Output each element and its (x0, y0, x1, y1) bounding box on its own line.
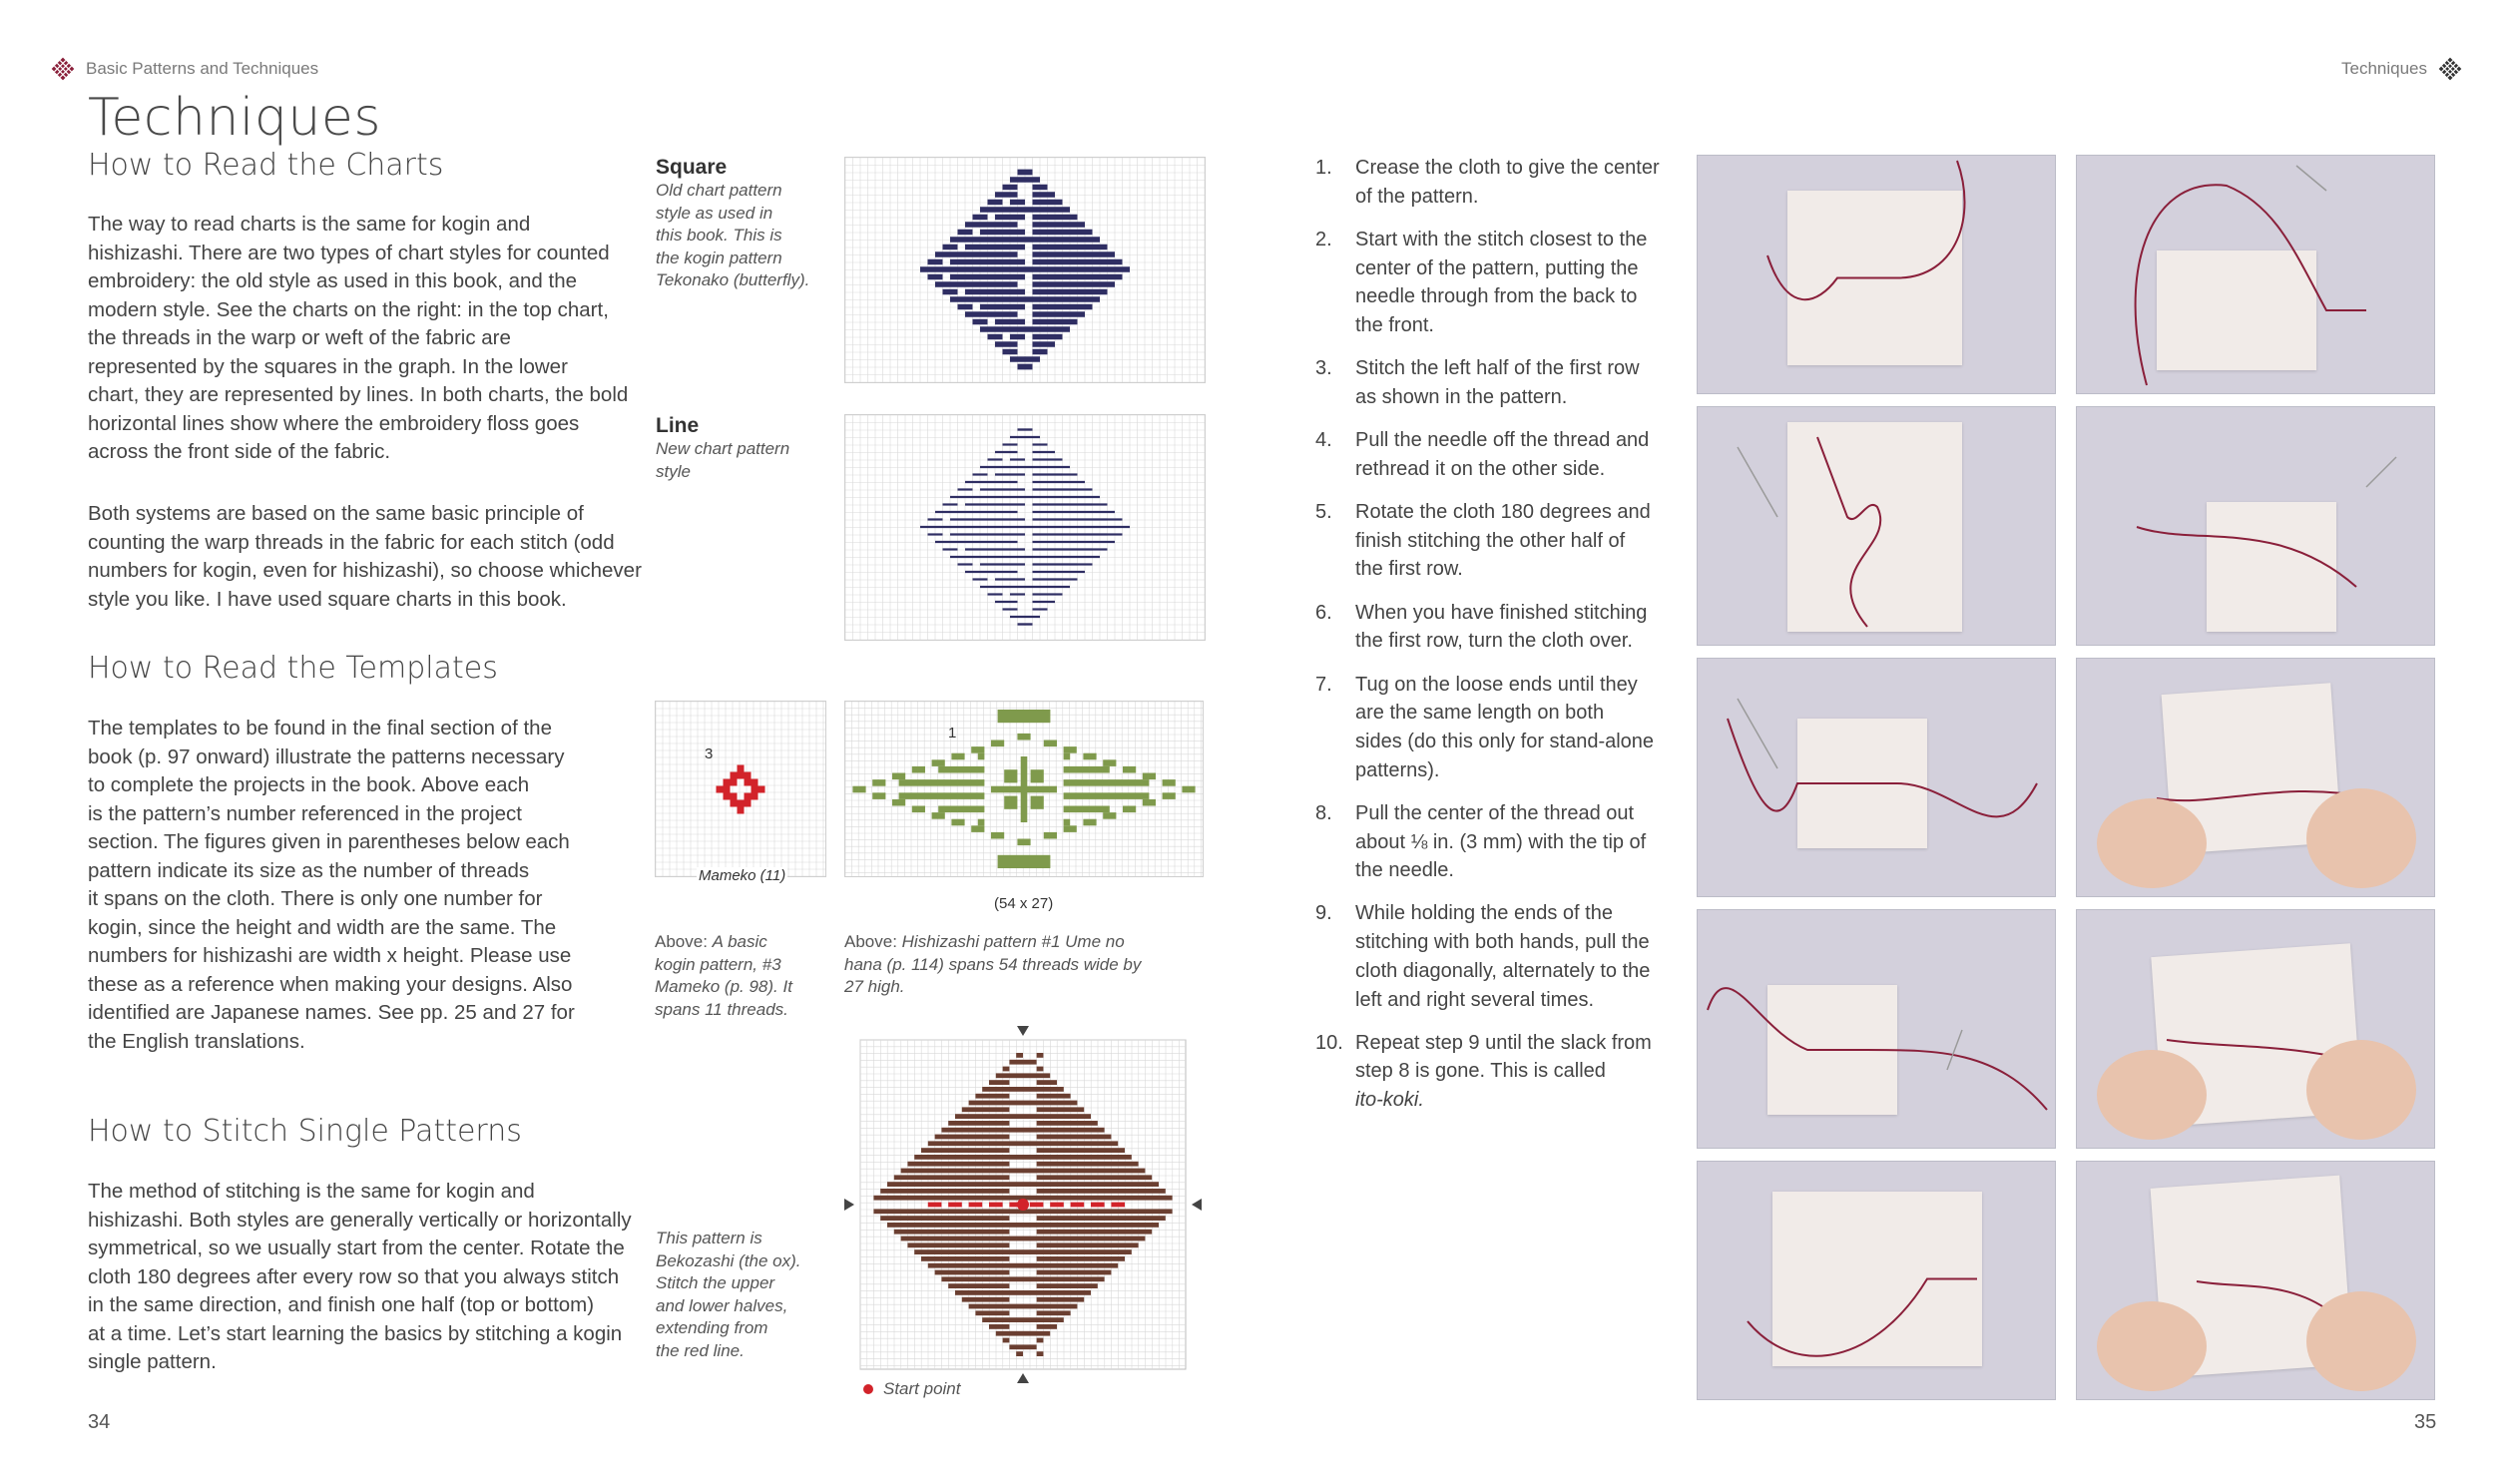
running-header-left: Basic Patterns and Techniques (86, 59, 319, 78)
thread-icon (2077, 910, 2434, 1148)
step-text-line: patterns). (1355, 758, 1440, 781)
step-number: 4. (1315, 429, 1332, 452)
thread-icon (1698, 156, 2055, 393)
bekozashi-chart (844, 1024, 1206, 1393)
step-item (1315, 899, 1675, 1014)
step-number: 7. (1315, 673, 1332, 696)
thread-icon (2077, 156, 2434, 393)
step-text-line: Rotate the cloth 180 degrees and (1355, 501, 1651, 524)
step-text-line: finish stitching the other half of (1355, 529, 1626, 552)
sashiko-logo-icon (50, 56, 76, 82)
step-text-line: as shown in the pattern. (1355, 385, 1568, 408)
paragraph-single: The method of stitching is the same for kogin and hishizashi. Both styles are generally vertically or horizontally symmetrical, so we usually start from the center. Rotate the cloth 180 degrees after every row so that you always stitch in the same direction, and finish one half (top or bottom) at a time. Let’s start learning the basics by stitching a kogin single pattern. (88, 1180, 632, 1373)
step-text-line: left and right several times. (1355, 988, 1594, 1011)
ume-no-hana-motif (852, 710, 1195, 868)
step-photo (2076, 1161, 2435, 1400)
arrow-bottom-icon (1017, 1373, 1029, 1383)
ume-number: 1 (948, 725, 957, 742)
step-text-line: Repeat step 9 until the slack from (1355, 1031, 1652, 1054)
step-text-line: Pull the center of the thread out (1355, 801, 1635, 824)
start-point-marker (1017, 1199, 1029, 1211)
start-point-legend: Start point (863, 1379, 961, 1399)
heading-stitch-single: How to Stitch Single Patterns (88, 1114, 522, 1149)
header-left (50, 56, 318, 82)
page-number-left: 34 (88, 1411, 111, 1433)
mameko-number: 3 (705, 745, 714, 762)
step-text-line: When you have finished stitching (1355, 601, 1648, 624)
mameko-name: Mameko (11) (699, 867, 786, 884)
step-photo (1697, 1161, 2056, 1400)
arrow-right-icon (1192, 1199, 1202, 1211)
thread-icon (1698, 659, 2055, 896)
paragraph-templates: The templates to be found in the final section of the book (p. 97 onward) illustrate the patterns necessary to complete the projects in the book. Above each is the pattern’s number referenced in the project section. The figures given in parentheses below each pattern indicate its size as the number of threads it spans on the cloth. There is only one number for kogin, since the height and width are the same. The numbers for hishizashi are width x height. Please use these as a reference when making your designs. Also identified are Japanese names. See pp. 25 and 27 for the English translations. (88, 717, 575, 1053)
step-text-line: sides (do this only for stand-alone (1355, 730, 1655, 752)
step-text-line: Pull the needle off the thread and (1355, 429, 1650, 452)
step-item (1315, 799, 1675, 885)
step-text-line: While holding the ends of the (1355, 902, 1613, 925)
step-text-line: rethread it on the other side. (1355, 457, 1606, 480)
step-number: 9. (1315, 902, 1332, 925)
sashiko-logo-icon (2437, 56, 2463, 82)
step-photo (1697, 406, 2056, 646)
line-label: Line (656, 414, 700, 437)
step-text-line: step 8 is gone. This is called (1355, 1060, 1606, 1083)
step-photo (1697, 155, 2056, 394)
header-right (2341, 56, 2463, 82)
step-photo (2076, 909, 2435, 1149)
mameko-caption: Above: A basic kogin pattern, #3 Mameko (p. 98). It spans 11 threads. (655, 932, 792, 1019)
step-item (1315, 154, 1675, 211)
square-label: Square (656, 156, 728, 179)
arrow-top-icon (1017, 1026, 1029, 1036)
arrow-left-icon (844, 1199, 854, 1211)
heading-read-charts: How to Read the Charts (88, 148, 444, 183)
page-number-right: 35 (2414, 1411, 2437, 1433)
step-text-line: the first row. (1355, 558, 1463, 581)
step-text-line: the needle. (1355, 859, 1454, 882)
step-text-line: center of the pattern, putting the (1355, 256, 1639, 279)
ume-size: (54 x 27) (991, 895, 1056, 912)
step-text-line: are the same length on both (1355, 702, 1605, 725)
bekozashi-grid (860, 1040, 1186, 1369)
step-item (1315, 599, 1675, 656)
step-item (1315, 354, 1675, 411)
paragraph-charts-1: The way to read charts is the same for kogin and hishizashi. There are two types of chart styles for counted embroidery: the old style as used in this book, and the modern style. See the charts on the right: in the top chart, the threads in the warp or weft of the fabric are represented by the squares in the graph. In the lower chart, they are represented by lines. In both charts, the bold horizontal lines show where the embroidery floss goes across the front side of the fabric. (88, 213, 629, 463)
step-number: 5. (1315, 501, 1332, 524)
step-photo (2076, 406, 2435, 646)
thread-icon (1698, 1162, 2055, 1399)
grid-lines (656, 702, 825, 876)
step-item (1315, 226, 1675, 340)
thread-icon (2077, 659, 2434, 896)
step-number: 6. (1315, 601, 1332, 624)
heading-read-templates: How to Read the Templates (88, 651, 498, 686)
square-style-chart (844, 157, 1206, 383)
thread-icon (1698, 910, 2055, 1148)
page-title: Techniques (88, 88, 381, 148)
step-text-line: of the pattern. (1355, 185, 1479, 208)
instruction-steps (1315, 154, 1675, 1129)
step-number: 8. (1315, 801, 1332, 824)
thread-icon (2077, 407, 2434, 645)
step-number: 2. (1315, 228, 1332, 250)
step-number: 1. (1315, 157, 1332, 179)
step-photo (2076, 658, 2435, 897)
ume-caption: Above: Hishizashi pattern #1 Ume no hana (p. 114) spans 54 threads wide by 27 high. (844, 932, 1142, 996)
bekozashi-caption: This pattern is Bekozashi (the ox). Stitch the upper and lower halves, extending from the red line. (656, 1229, 801, 1360)
step-item (1315, 498, 1675, 584)
step-number: 3. (1315, 357, 1332, 380)
step-item (1315, 671, 1675, 785)
line-caption: New chart pattern style (656, 439, 790, 481)
step-text-line: ito-koki. (1355, 1089, 1424, 1112)
step-photo (1697, 909, 2056, 1149)
step-photo (1697, 658, 2056, 897)
step-text-line: the front. (1355, 314, 1434, 337)
step-text-line: about ⅛ in. (3 mm) with the tip of (1355, 830, 1647, 853)
step-text-line: Crease the cloth to give the center (1355, 157, 1660, 179)
line-style-chart (844, 414, 1206, 641)
running-header-right: Techniques (2341, 59, 2428, 78)
step-text-line: Stitch the left half of the first row (1355, 357, 1640, 380)
step-photo (2076, 155, 2435, 394)
thread-icon (1698, 407, 2055, 645)
mameko-template-chart (655, 701, 826, 877)
step-text-line: Start with the stitch closest to the (1355, 228, 1648, 250)
step-item (1315, 1029, 1675, 1115)
thread-icon (2077, 1162, 2434, 1399)
tekonako-motif (920, 170, 1130, 370)
step-number: 10. (1315, 1031, 1343, 1054)
step-text-line: the first row, turn the cloth over. (1355, 630, 1633, 653)
step-text-line: cloth diagonally, alternately to the (1355, 959, 1651, 982)
step-text-line: stitching with both hands, pull the (1355, 931, 1650, 954)
ume-no-hana-template-chart (844, 701, 1204, 877)
step-item (1315, 426, 1675, 483)
step-text-line: Tug on the loose ends until they (1355, 673, 1638, 696)
square-caption: Old chart pattern style as used in this book. This is the kogin pattern Tekonako (butterfly). (656, 181, 810, 289)
paragraph-charts-2: Both systems are based on the same basic principle of counting the warp threads in the fabric for each stitch (odd numbers for kogin, even for hishizashi), so choose whichever style you like. I have used square charts in this book. (88, 502, 642, 611)
start-point-dot-icon (863, 1384, 873, 1394)
step-text-line: needle through from the back to (1355, 285, 1638, 308)
